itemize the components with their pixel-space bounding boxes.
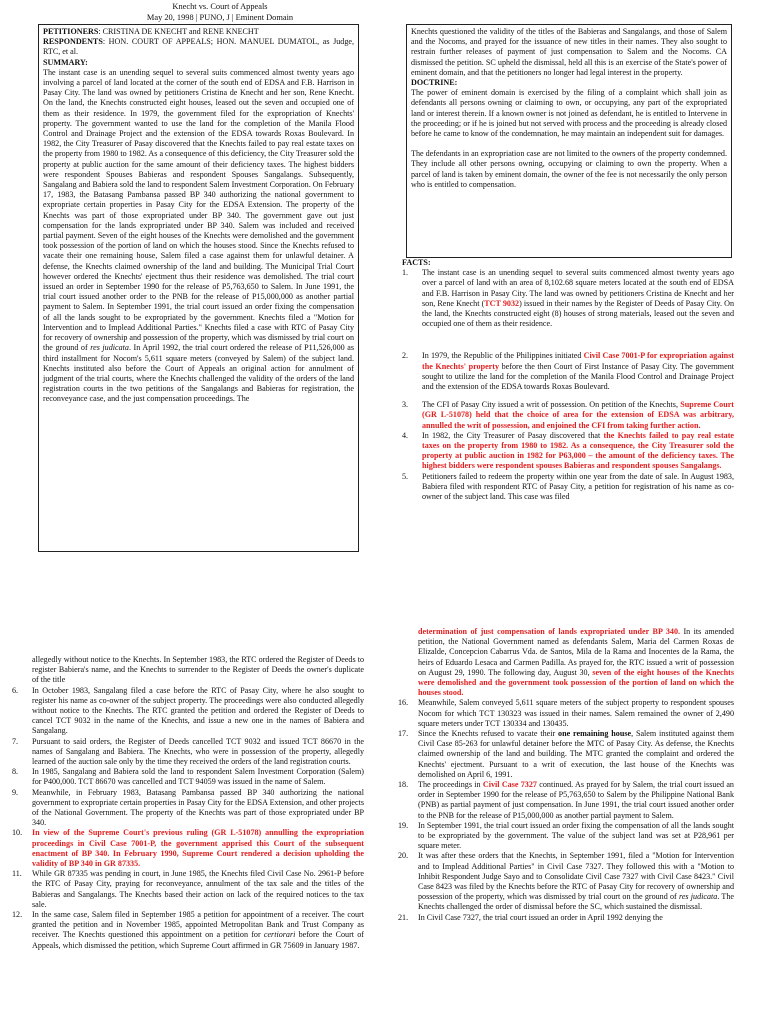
item-text: The instant case is an unending sequel to several suits commenced almost twenty years ago over a parcel of land with an area of 8,102.68 square meters located at the south end of EDSA and F.B. Harrison in Pasay City. The land was owned by petitioners Cristina de Knecht and her son, Rene Knecht ( [422, 268, 734, 308]
item-number: 9. [12, 787, 19, 797]
facts-list [402, 268, 734, 502]
item-text: ) issued in their names by the Register of Deeds of Pasay City. On the land, the Knechts constructed eight (8) houses of strong materials, leased out the seven and occupied one of them as their residence. [422, 298, 735, 329]
summary-text: The instant case is an unending sequel to several suits commenced almost twenty years ago involving a parcel of land located at the corner of the south end of EDSA and F.B. Harrison in Pasay City. The land was owned by petitioners Cristina de Knecht and her son, Rene Knecht. On the land, the Knechts constructed eight houses, leased out the seven and occupied one of them as their residence. In 1979, the government filed for the expropriation of Knechts' property. The government wanted to use the land for the completion of the Manila Flood Control and Drainage Project and the extension of the EDSA towards Roxas Boulevard. In 1982, the City Treasurer of Pasay discovered that the Knechts failed to pay real estate taxes on the property from 1980 to 1982. As a consequence of this deficiency, the City Treasurer sold the property at public auction for the same amount of their deficiency taxes. The highest bidders were respondent Spouses Babieras and respondent Spouses Sangalangs. Subsequently, Sangalang and Babiera sold the land to respondent Salem Investment Corporation. On February 17, 1983, the Batasang Pambansa passed BP 340 authorizing the national government to expropriate certain properties in Pasay City for the EDSA Extension. The property of the Knechts was part of those expropriated under BP 340. The government gave out just compensation for the lands expropriated under BP 340. Salem was included and received partial payment. Seven of the eight houses of the Knechts were demolished and the government took possession of the portion of land on which the houses stood. Since the Knechts refused to vacate their one remaining house, Salem filed a case against them for unlawful detainer. A defense, the Knechts claimed ownership of the land and building. The Municipal Trial Court however ordered the Knechts' ejectment thus their residence was demolished. The trial court issued an order in September 1990 for the release of P5,763,650 to Salem. In June 1991, the trial court issued another order to the PNB for the release of P15,000,000 as another partial payment to Salem. In September 1991, the trial court issued an order fixing the compensation of all the lands sought to be expropriated by the government. Knechts filed a "Motion for Intervention and to Implead Additional Parties." Knechts filed a case with RTC of Pasay City for recovery of ownership and possession of the property, which was dismissed by trial court on the ground of res judicata. In April 1992, the trial court ordered the release of P11,526,000 as third installment for Nocom's 5,611 square meters (conveyed by Salem) of the subject land. Knechts instituted also before the Court of Appeals an original action for annulment of judgment of the trial courts, where the Knechts challenged the validity of the orders of the land registration courts in the two petitions of the Sangalangs and Babieras for registration, the reconveyance case, and the just compensation proceedings. The [43, 67, 355, 404]
facts-section [402, 258, 734, 502]
item-text: It was after these orders that the Knechts, in September 1991, filed a "Motion for Intervention and to Implead Additional Parties" in Civil Case 7327. They followed this with a "Motion to Inhibit Respondent Judge Sayo and to Consolidate Civil Case 7327 with Civil Case 8423." Civil Case 8423 was filed by the Knechts before the RTC of Pasay City for recovery of ownership and possession of the property, which was dismissed by trial court on the ground of [418, 851, 734, 902]
doctrine-text-2: The defendants in an expropriation case are not limited to the owners of the property condemned. They include all other persons owning, occupying or claiming to own the property. When a parcel of land is taken by eminent domain, the owner of the fee is not necessarily the only person who is entitled to compensation. [411, 149, 727, 189]
item-number: 7. [12, 736, 19, 746]
item-text: In 1979, the Republic of the Philippines initiated [422, 351, 584, 361]
item-text: Meanwhile, Salem conveyed 5,611 square meters of the subject property to respondent spouses Nocom for which TCT 130323 was issued in their names. Salem remained the owner of 2,490 square meters under TCT 130334 and 130435. [418, 698, 734, 728]
list-item [12, 910, 364, 951]
facts-list-continued-right [398, 698, 734, 922]
item-text: Pursuant to said orders, the Register of Deeds cancelled TCT 9032 and issued TCT 86670 in the names of Sangalang and Babiera. The Knechts, who were in possession of the property, allegedly learned of the auction sale only by the time they received the orders of the land registration courts. [32, 736, 364, 767]
list-item [402, 351, 734, 392]
item-text: . The Knechts challenged the order of dismissal before the SC, which sustained the dismissal. [418, 892, 734, 912]
item-text: Civil Case 7001-P for expropriation against the Knechts' property [422, 351, 735, 371]
doctrine-text-1: The power of eminent domain is exercised by the filing of a complaint which shall join as defendants all persons owning or claiming to own, or occupying, any part of the expropriated land or interest therein. If a known owner is not joined as defendant, he is entitled to Intervene in the proceeding; or if he is joined but not served with process and the proceeding is already closed before he came to know of the condemnation, he may maintain an independent suit for damages. [411, 88, 727, 139]
item-number: 10. [12, 828, 23, 838]
list-item [12, 788, 364, 829]
item-text: Meanwhile, in February 1983, Batasang Pambansa passed BP 340 authorizing the national government to expropriate certain properties in Pasay City for the EDSA Extension, and other projects of the National Government. The property of the Knechts was part of those expropriated under BP 340. [32, 787, 364, 828]
item-text: In view of the Supreme Court's previous ruling (GR L-51078) annulling the expropriation proceedings in Civil Case 7001-P, the government apprised this Court of the subsequent enactment of BP 340. In February 1990, Supreme Court rendered a decision upholding the validity of BP 340 in GR 87335. [32, 828, 364, 869]
item-number: 16. [398, 698, 409, 708]
list-item [12, 767, 364, 787]
item-text: Since the Knechts refused to vacate their [418, 729, 559, 739]
facts-list-continued [12, 686, 364, 951]
list-item [402, 400, 734, 431]
item-text: Supreme Court (GR L-51078) held that the choice of area for the extension of EDSA was arbitrary, annulled the writ of possession, and enjoined the CFI from taking further action. [422, 400, 734, 430]
list-item [12, 737, 364, 768]
doctrine-box [406, 24, 732, 258]
page2-left-intro: allegedly without notice to the Knechts. In September 1983, the RTC ordered the Register of Deeds to register Babiera's name, and the Knechts to surrender to the Register of Deeds the owner's duplicate of the title [32, 655, 364, 685]
item-number: 18. [398, 780, 409, 790]
list-item [12, 686, 364, 737]
list-item [398, 851, 734, 912]
item-text: In 1982, the City Treasurer of Pasay discovered that [422, 430, 604, 440]
item-text: continued. As prayed for by Salem, the trial court issued an order in September 1990 for the release of P5,763,650 to Salem by the Philippine National Bank (PNB) as partial payment of just compensation. In June 1991, the trial court issued another order to the PNB for the release of P15,000,000 as another partial payment to Salem. [418, 780, 734, 820]
summary-heading: SUMMARY: [43, 57, 88, 67]
list-item [398, 780, 734, 821]
item-text: the Knechts failed to pay real estate taxes on the property from 1980 to 1982. As a consequence, the City Treasurer sold the property at public auction in 1982 for P63,000 – the amount of the deficiency taxes. The highest bidders were respondent spouses Babieras and respondent spouses Sangalangs. [422, 430, 734, 471]
case-subtitle: May 20, 1998 | PUNO, J | Eminent Domain [146, 12, 294, 22]
page2-left-column [12, 655, 364, 951]
item-number: 3. [402, 400, 409, 410]
list-item [402, 268, 734, 329]
list-item [398, 913, 734, 923]
item-number: 20. [398, 851, 409, 861]
item-text: TCT 9032 [484, 298, 520, 308]
case-title: Knecht vs. Court of Appeals [172, 2, 268, 11]
list-item [12, 828, 364, 869]
list-item [398, 698, 734, 729]
respondents-label: RESPONDENTS [43, 37, 103, 47]
item-text: The CFI of Pasay City issued a writ of possession. On petition of the Knechts, [422, 400, 681, 410]
item-text: Petitioners failed to redeem the property within one year from the date of sale. In August 1983, Babiera filed with respondent RTC of Pasay City, a petition for registration of his name as co-owner of the subject land. This case was filed [422, 471, 734, 502]
item-number: 5. [402, 471, 409, 481]
facts-heading: FACTS: [402, 258, 431, 267]
item-text: res judicata [678, 892, 718, 902]
list-item [12, 869, 364, 910]
item-text: before the Court of Appeals, which dismissed the petition, which Supreme Court affirmed in GR 75609 in January 1987. [32, 930, 364, 950]
item-text: In 1985, Sangalang and Babiera sold the land to respondent Salem Investment Corporation (Salem) for P400,000. TCT 86670 was cancelled and TCT 94059 was issued in the name of Salem. [32, 767, 364, 787]
item-text: The proceedings in [418, 780, 483, 790]
item-text: While GR 87335 was pending in court, in June 1985, the Knechts filed Civil Case No. 2961-P before the RTC of Pasay City, praying for reconveyance, annulment of the tax sale and the titles of the Babieras and Sangalangs. The Knechts based their action on lack of the required notices to the tax sale. [32, 869, 364, 909]
item-number: 8. [12, 767, 19, 777]
case-header [40, 2, 400, 23]
list-item [398, 821, 734, 852]
item-text: In Civil Case 7327, the trial court issued an order in April 1992 denying the [418, 912, 663, 922]
doctrine-heading: DOCTRINE: [411, 78, 458, 88]
item-number: 1. [402, 268, 409, 278]
item-number: 21. [398, 912, 409, 922]
item-number: 11. [12, 869, 22, 879]
item-text: before the then Court of First Instance of Pasay City. The government sought to utilize the land for the completion of the Manila Flood Control and Drainage Project and the extension of the EDSA towards Roxas Boulevard. [422, 361, 734, 392]
summary-box [38, 24, 359, 552]
list-item [402, 472, 734, 503]
page2-right-column [398, 627, 734, 923]
item-text: In September 1991, the trial court issued an order fixing the compensation of all the lands sought to be expropriated by the government. The value of the subject land was set at P28,961 per square meter. [418, 820, 734, 851]
item-text: Civil Case 7327 [482, 780, 537, 790]
item-number: 4. [402, 430, 409, 440]
summary-continued: Knechts questioned the validity of the titles of the Babieras and Sangalangs, and those of Salem and the Nocoms, and prayed for the issuance of new titles in their names. They also sought to restrain further releases of payment of just compensation to Salem and the Nocoms. CA dismissed the petition. SC upheld the dismissal, held all this is an exercise of the State's power of eminent domain, and that the petitioners no longer had legal interest in the property. [411, 27, 727, 77]
petitioners-label: PETITIONERS [43, 27, 99, 36]
item-text: In October 1983, Sangalang filed a case before the RTC of Pasay City, where he also sought to register his name as co-owner of the subject property. The proceedings were also conducted allegedly without notice to the Knechts. The RTC granted the petition and ordered the Register of Deeds to cancel TCT 9032 in the name of the Knechts, and issue a new one in the names of Babiera and Sangalang. [32, 685, 364, 736]
item-number: 2. [402, 351, 409, 361]
list-item [402, 431, 734, 472]
item-number: 12. [12, 910, 23, 920]
item-text: In the same case, Salem filed in September 1985 a petition for appointment of a receiver. The court granted the petition and in November 1985, appointed Metropolitan Bank and Trust Company as receiver. The Knechts questioned this appointment on a petition for [32, 910, 364, 940]
page2-right-intro: determination of just compensation of lands expropriated under BP 340. In its amended petition, the National Government named as defendants Salem, Maria del Carmen Roxas de Elizalde, Concepcion Cabarrus Vda. de Santos, Mila de la Rama and Inocentes de la Rama, the heirs of Eduardo Lesaca and Carmen Padilla. As prayed for, the RTC issued a writ of possession on August 29, 1990. The following day, August 30, seven of the eight houses of the Knechts were demolished and the government took possession of the portion of land on which the houses stood. [418, 627, 734, 698]
item-number: 6. [12, 685, 19, 695]
item-number: 17. [398, 729, 409, 739]
list-item [398, 729, 734, 780]
item-text: one remaining house [558, 729, 632, 739]
respondents-line: RESPONDENTS: HON. COURT OF APPEALS; HON. MANUEL DUMATOL, as Judge, RTC, et al. [43, 37, 354, 57]
item-text: , Salem instituted against them Civil Case 85-263 for unlawful detainer before the MTC of Pasay City. As defense, the Knechts claimed ownership of the land and building. The MTC granted the complaint and ordered the Knechts' ejectment. Pursuant to a writ of execution, the last house of the Knechts was demolished on April 6, 1991. [418, 729, 734, 779]
item-number: 19. [398, 820, 409, 830]
petitioners-line: PETITIONERS: CRISTINA DE KNECHT and RENE KNECHT [43, 27, 259, 36]
item-text: certiorari [263, 930, 296, 940]
